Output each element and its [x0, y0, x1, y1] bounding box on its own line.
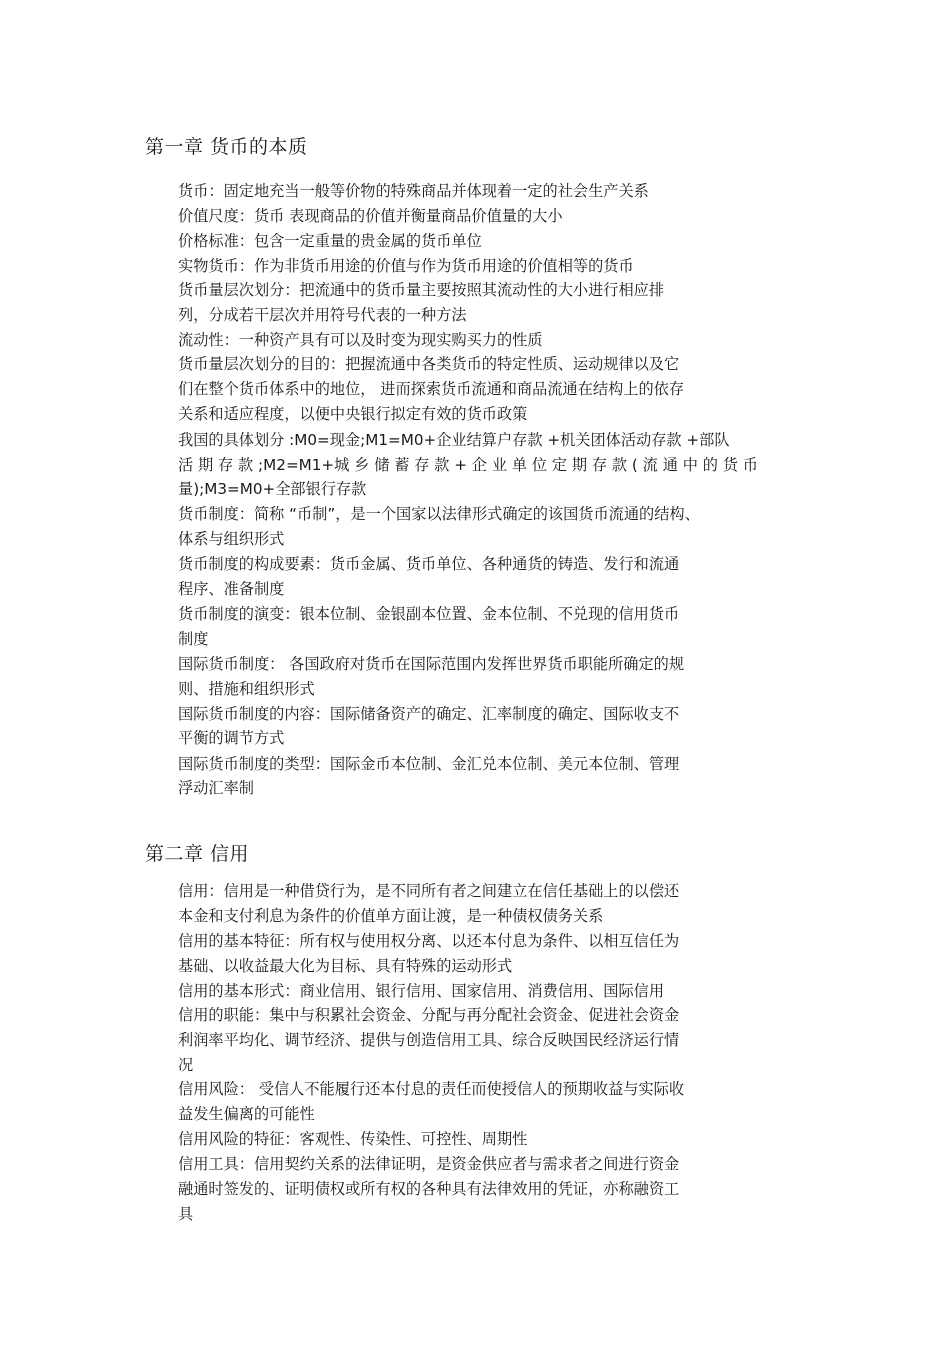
chapter-1-line: 货币量层次划分：把流通中的货币量主要按照其流动性的大小进行相应排	[178, 281, 664, 299]
chapter-2-line: 信用的职能：集中与积累社会资金、分配与再分配社会资金、促进社会资金	[178, 1006, 680, 1024]
chapter-1-line: 浮动汇率制	[178, 779, 254, 797]
chapter-1-line: 平衡的调节方式	[178, 729, 285, 747]
chapter-2-line: 况	[178, 1056, 194, 1074]
chapter-2-line: 利润率平均化、调节经济、提供与创造信用工具、综合反映国民经济运行情	[178, 1031, 680, 1049]
chapter-1-line: 货币量层次划分的目的：把握流通中各类货币的特定性质、运动规律以及它	[178, 355, 680, 373]
chapter-1-line: 则、措施和组织形式	[178, 680, 315, 698]
chapter-1-line: 货币制度：简称 “币制”，是一个国家以法律形式确定的该国货币流通的结构、	[178, 505, 700, 523]
chapter-2-line: 具	[178, 1205, 194, 1223]
chapter-1-line: 价值尺度：货币 表现商品的价值并衡量商品价值量的大小	[178, 207, 563, 225]
chapter-1-title: 第一章 货币的本质	[145, 136, 308, 158]
chapter-1-line: 我国的具体划分 :M0=现金;M1=M0+企业结算户存款 +机关团体活动存款 +部队	[178, 431, 730, 449]
chapter-2-line: 信用：信用是一种借贷行为，是不同所有者之间建立在信任基础上的以偿还	[178, 882, 680, 900]
chapter-1-line: 们在整个货币体系中的地位， 进而探索货币流通和商品流通在结构上的依存	[178, 380, 685, 398]
chapter-2-line: 信用工具：信用契约关系的法律证明，是资金供应者与需求者之间进行资金	[178, 1155, 680, 1173]
chapter-1-line: 制度	[178, 630, 209, 648]
chapter-2-line: 基础、以收益最大化为目标、具有特殊的运动形式	[178, 957, 513, 975]
chapter-1-line: 程序、准备制度	[178, 580, 285, 598]
chapter-1-line: 货币制度的构成要素：货币金属、货币单位、各种通货的铸造、发行和流通	[178, 555, 680, 573]
chapter-2-line: 信用的基本形式：商业信用、银行信用、国家信用、消费信用、国际信用	[178, 982, 664, 1000]
chapter-1-line: 货币：固定地充当一般等价物的特殊商品并体现着一定的社会生产关系	[178, 182, 649, 200]
chapter-1-line: 流动性：一种资产具有可以及时变为现实购买力的性质	[178, 331, 543, 349]
chapter-1-line: 列，分成若干层次并用符号代表的一种方法	[178, 306, 467, 324]
chapter-2-line: 信用的基本特征：所有权与使用权分离、以还本付息为条件、以相互信任为	[178, 932, 680, 950]
chapter-1-line: 国际货币制度： 各国政府对货币在国际范围内发挥世界货币职能所确定的规	[178, 655, 685, 673]
chapter-2-line: 信用风险的特征：客观性、传染性、可控性、周期性	[178, 1130, 528, 1148]
chapter-2-line: 融通时签发的、证明债权或所有权的各种具有法律效用的凭证，亦称融资工	[178, 1180, 680, 1198]
chapter-2-line: 益发生偏离的可能性	[178, 1105, 315, 1123]
chapter-1-line: 货币制度的演变：银本位制、金银副本位置、金本位制、不兑现的信用货币	[178, 605, 680, 623]
chapter-1-line: 价格标准：包含一定重量的贵金属的货币单位	[178, 232, 482, 250]
chapter-1-line: 实物货币：作为非货币用途的价值与作为货币用途的价值相等的货币	[178, 257, 634, 275]
chapter-1-line: 量);M3=M0+全部银行存款	[178, 480, 367, 498]
chapter-1-line: 国际货币制度的类型：国际金币本位制、金汇兑本位制、美元本位制、管理	[178, 755, 680, 773]
chapter-2-line: 本金和支付利息为条件的价值单方面让渡，是一种债权债务关系	[178, 907, 604, 925]
chapter-2-line: 信用风险： 受信人不能履行还本付息的责任而使授信人的预期收益与实际收	[178, 1080, 685, 1098]
chapter-1-line: 关系和适应程度，以便中央银行拟定有效的货币政策	[178, 405, 528, 423]
chapter-2-title: 第二章 信用	[145, 843, 250, 865]
chapter-1-line: 国际货币制度的内容：国际储备资产的确定、汇率制度的确定、国际收支不	[178, 705, 680, 723]
chapter-1-line: 体系与组织形式	[178, 530, 285, 548]
chapter-1-line: 活 期 存 款 ;M2=M1+城 乡 储 蓄 存 款 + 企 业 单 位 定 期 存 款 ( 流 通 中 的 货 币	[178, 456, 758, 474]
